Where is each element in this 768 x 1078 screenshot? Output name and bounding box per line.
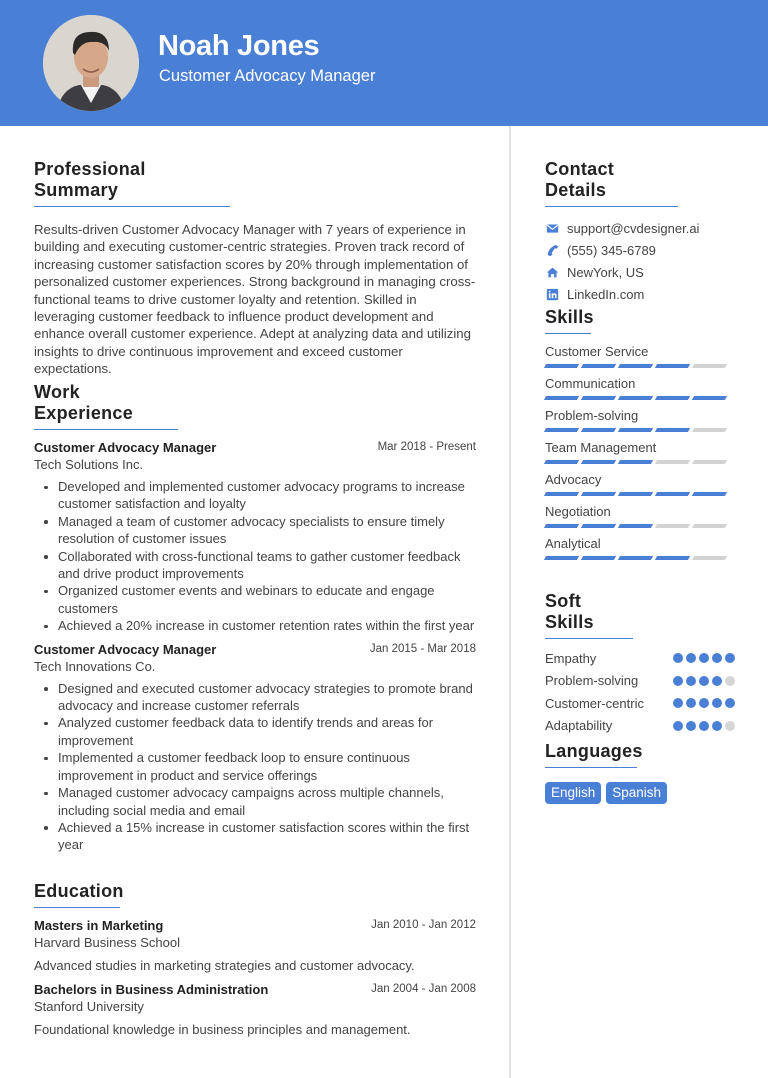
skill-level-segment [618, 460, 653, 464]
soft-skill-item [545, 692, 735, 715]
skill-level-bar [545, 396, 735, 400]
skill-level-bar [545, 556, 735, 560]
soft-skill-rating [673, 698, 735, 708]
home-icon [545, 265, 559, 279]
contact-phone[interactable] [545, 239, 735, 261]
avatar [43, 15, 139, 111]
soft-skill-rating [673, 653, 735, 663]
skill-level-segment [544, 492, 579, 496]
skill-name: Negotiation [545, 504, 611, 519]
candidate-name: Noah Jones [158, 30, 320, 62]
bullet-item: Achieved a 15% increase in customer satisfaction scores within the first year [34, 819, 476, 854]
soft-skills-list [545, 647, 735, 737]
bullet-item: Organized customer events and webinars to educate and engage customers [34, 582, 476, 617]
skill-level-segment [655, 556, 690, 560]
job-company: Tech Solutions Inc. [34, 457, 144, 472]
soft-skill-name: Problem-solving [545, 673, 639, 689]
education-section [34, 881, 476, 1037]
rating-dot-icon [699, 676, 709, 686]
education-dates: Jan 2010 - Jan 2012 [371, 919, 476, 931]
linkedin-icon [545, 287, 559, 301]
section-title: Skills [545, 307, 591, 334]
skill-level-segment [581, 396, 616, 400]
bullet-item: Developed and implemented customer advocacy programs to increase customer satisfaction and loyalty [34, 478, 476, 513]
contact-value: NewYork, US [567, 264, 644, 280]
skill-level-segment [618, 428, 653, 432]
bullet-item: Analyzed customer feedback data to identify trends and areas for improvement [34, 714, 476, 749]
skill-level-segment [618, 492, 653, 496]
rating-dot-icon [686, 676, 696, 686]
skill-level-segment [655, 364, 690, 368]
phone-icon [545, 243, 559, 257]
column-divider [509, 126, 511, 1078]
rating-dot-icon [712, 721, 722, 731]
school: Stanford University [34, 999, 144, 1014]
skill-name: Analytical [545, 536, 601, 551]
skill-level-segment [618, 524, 653, 528]
education-description: Advanced studies in marketing strategies and customer advocacy. [34, 958, 415, 973]
rating-dot-icon [725, 721, 735, 731]
rating-dot-icon [673, 653, 683, 663]
bullet-item: Designed and executed customer advocacy strategies to promote brand advocacy and increase customer referrals [34, 680, 476, 715]
skill-level-segment [544, 396, 579, 400]
skill-name: Problem-solving [545, 408, 639, 423]
language-badge: English [545, 782, 601, 804]
skill-level-segment [692, 524, 727, 528]
skill-level-segment [581, 556, 616, 560]
job-title: Customer Advocacy Manager [34, 641, 217, 657]
soft-skill-item [545, 670, 735, 693]
skill-level-segment [618, 556, 653, 560]
contact-linkedin[interactable] [545, 283, 735, 305]
job-dates: Jan 2015 - Mar 2018 [369, 642, 476, 655]
contact-location [545, 261, 735, 283]
section-title: Languages [545, 741, 637, 768]
skill-level-segment [581, 524, 616, 528]
skill-level-segment [618, 396, 653, 400]
rating-dot-icon [686, 653, 696, 663]
soft-skill-name: Customer-centric [545, 695, 644, 711]
education-entry [34, 982, 476, 1037]
rating-dot-icon [673, 698, 683, 708]
skill-level-segment [618, 364, 653, 368]
skill-level-bar [545, 492, 735, 496]
job-bullets [34, 478, 476, 635]
rating-dot-icon [712, 653, 722, 663]
rating-dot-icon [699, 698, 709, 708]
experience-section [34, 382, 476, 854]
skill-level-segment [544, 428, 579, 432]
bullet-item: Achieved a 20% increase in customer retention rates within the first year [34, 617, 476, 634]
envelope-icon [545, 221, 559, 235]
contact-email[interactable] [545, 217, 735, 239]
soft-skill-rating [673, 676, 735, 686]
skill-level-segment [655, 428, 690, 432]
skill-name: Advocacy [545, 472, 602, 487]
skill-name: Customer Service [545, 344, 649, 359]
rating-dot-icon [699, 721, 709, 731]
skill-item [545, 376, 735, 400]
section-title: Work Experience [34, 382, 178, 430]
contact-value: (555) 345-6789 [567, 242, 656, 258]
skill-level-bar [545, 428, 735, 432]
skills-list [545, 344, 735, 560]
skill-level-segment [655, 396, 690, 400]
skill-item [545, 408, 735, 432]
skill-level-segment [692, 428, 727, 432]
degree: Bachelors in Business Administration [34, 982, 269, 997]
job-bullets [34, 680, 476, 854]
section-title: Professional Summary [34, 159, 230, 207]
contact-section [545, 159, 735, 305]
education-entry [34, 918, 476, 973]
profile-photo-icon [43, 15, 139, 111]
skill-level-segment [692, 460, 727, 464]
rating-dot-icon [699, 653, 709, 663]
school: Harvard Business School [34, 935, 180, 950]
skill-item [545, 440, 735, 464]
education-dates: Jan 2004 - Jan 2008 [371, 983, 476, 995]
bullet-item: Managed a team of customer advocacy specialists to ensure timely resolution of customer issues [34, 513, 476, 548]
skill-item [545, 536, 735, 560]
rating-dot-icon [686, 721, 696, 731]
soft-skill-item [545, 647, 735, 670]
job-title: Customer Advocacy Manager [34, 440, 217, 455]
job-entry [34, 440, 476, 635]
skill-level-segment [655, 524, 690, 528]
skill-level-segment [544, 556, 579, 560]
skill-item [545, 344, 735, 368]
languages-list [545, 782, 735, 804]
skill-item [545, 504, 735, 528]
skill-level-segment [544, 364, 579, 368]
skill-level-segment [581, 492, 616, 496]
soft-skill-name: Adaptability [545, 718, 613, 734]
skill-level-segment [692, 556, 727, 560]
section-title: Education [34, 881, 120, 908]
languages-section [545, 741, 735, 804]
education-description: Foundational knowledge in business principles and management. [34, 1022, 411, 1037]
skill-level-segment [544, 460, 579, 464]
section-title: Contact Details [545, 159, 678, 207]
job-entry [34, 642, 476, 854]
skill-level-segment [692, 364, 727, 368]
rating-dot-icon [686, 698, 696, 708]
bullet-item: Managed customer advocacy campaigns across multiple channels, including social media and email [34, 784, 476, 819]
skill-item [545, 472, 735, 496]
skills-section [545, 307, 735, 568]
skill-level-segment [692, 492, 727, 496]
rating-dot-icon [673, 676, 683, 686]
bullet-item: Collaborated with cross-functional teams to gather customer feedback and drive product improvements [34, 548, 476, 583]
skill-name: Communication [545, 376, 636, 391]
skill-name: Team Management [545, 440, 657, 455]
skill-level-segment [581, 364, 616, 368]
soft-skill-name: Empathy [545, 650, 597, 666]
rating-dot-icon [725, 698, 735, 708]
skill-level-segment [692, 396, 727, 400]
skill-level-segment [655, 460, 690, 464]
section-title: Soft Skills [545, 591, 633, 639]
skill-level-bar [545, 524, 735, 528]
job-dates: Mar 2018 - Present [377, 441, 476, 453]
resume-header [0, 0, 768, 126]
rating-dot-icon [725, 653, 735, 663]
rating-dot-icon [712, 698, 722, 708]
contact-value: LinkedIn.com [567, 286, 645, 302]
skill-level-bar [545, 364, 735, 368]
language-badge: Spanish [606, 782, 667, 804]
candidate-title: Customer Advocacy Manager [159, 67, 376, 85]
skill-level-segment [581, 428, 616, 432]
degree: Masters in Marketing [34, 918, 164, 933]
skill-level-segment [655, 492, 690, 496]
skill-level-segment [581, 460, 616, 464]
soft-skill-item [545, 715, 735, 738]
bullet-item: Implemented a customer feedback loop to ensure continuous improvement in product and service offerings [34, 749, 476, 784]
rating-dot-icon [673, 721, 683, 731]
skill-level-segment [544, 524, 579, 528]
job-company: Tech Innovations Co. [34, 658, 156, 674]
rating-dot-icon [712, 676, 722, 686]
skill-level-bar [545, 460, 735, 464]
soft-skills-section [545, 591, 735, 737]
rating-dot-icon [725, 676, 735, 686]
summary-section [34, 159, 476, 378]
soft-skill-rating [673, 721, 735, 731]
summary-text: Results-driven Customer Advocacy Manager with 7 years of experience in building and executing customer-centric strategies. Proven track record of increasing customer satisfaction scores by 20% through implementation of personalized customer experiences. Strong background in managing cross-functional teams to drive customer loyalty and retention. Skilled in leveraging customer feedback to influence product development and enhance overall customer experience. Adept at analyzing data and utilizing insights to drive continuous improvement and exceed customer expectations. [34, 222, 476, 377]
contact-value: support@cvdesigner.ai [567, 220, 700, 236]
